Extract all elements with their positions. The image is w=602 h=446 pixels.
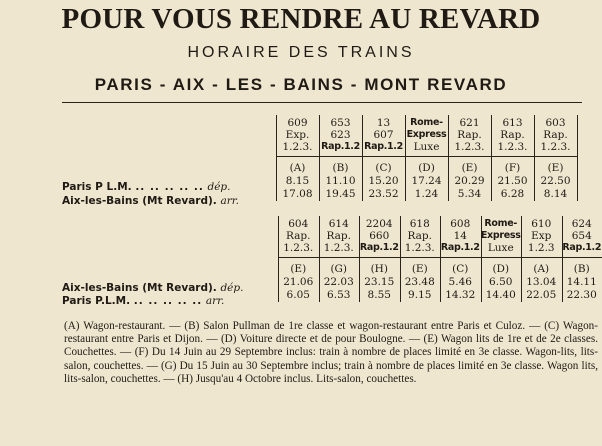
- train-classes: Luxe: [487, 242, 514, 254]
- train-classes: 1.2.3.: [454, 141, 485, 153]
- train-classes: 1.2.3.: [540, 141, 571, 153]
- train-note: (A): [533, 263, 550, 275]
- train-dep: 22.03: [323, 276, 354, 288]
- train-arr: 6.53: [327, 289, 351, 301]
- train-type: Express: [406, 129, 447, 140]
- column-divider: [577, 115, 578, 201]
- train-classes: 1.2.3.: [404, 242, 435, 254]
- train-type: Rap.: [407, 230, 432, 242]
- train-arr: 22.05: [526, 289, 557, 301]
- train-num: 653: [330, 117, 351, 129]
- route-underline: [62, 102, 582, 103]
- train-arr: 14.40: [485, 289, 516, 301]
- train-num: 621: [459, 117, 480, 129]
- train-note: (D): [418, 162, 435, 174]
- train-num: 603: [545, 117, 566, 129]
- footnotes-text: (A) Wagon-restaurant. — (B) Salon Pullman de 1re classe et wagon-restaurant entre Paris et Culoz. — (C) Wagon-restaurant entre Paris et Dijon. — (D) Voiture directe et de pour Boulogne. — (E) Wagon lits de 1re et de 2e classes. Couchettes. — (F) Du 14 Juin au 29 Septembre inclus: train à nombre de places limité en 3e classe. Wagon-lits, lits-salon, couchettes. — (G) Du 15 Juin au 30 Septembre inclus; train à nombre de places limité en 3e classe. Wagon lits, lits-salon, couchettes. — (H) Jusqu'au 4 Octobre inclus. Lits-salon, couchettes.: [64, 320, 598, 385]
- train-arr: 5.34: [457, 188, 482, 200]
- station-paris-departure: Paris P L.M. .. .. .. .. .. dép.: [62, 181, 231, 193]
- route-heading: PARIS - AIX - LES - BAINS - MONT REVARD: [94, 75, 508, 94]
- train-num: 609: [287, 117, 308, 129]
- train-note: (B): [332, 162, 349, 174]
- train-type: Rap.: [543, 129, 568, 141]
- train-num: 608: [450, 218, 471, 230]
- train-classes: Luxe: [413, 141, 440, 153]
- train-classes: 1.2.3.: [497, 141, 528, 153]
- train-dep: 13.04: [526, 276, 557, 288]
- train-dep: 15.20: [368, 175, 399, 187]
- train-dep: 23.15: [364, 276, 395, 288]
- train-classes: Rap.1.2: [440, 242, 480, 253]
- train-num: 13: [376, 117, 391, 129]
- train-num: Rome-: [410, 117, 443, 128]
- train-arr: 6.28: [500, 188, 525, 200]
- footnotes: [64, 320, 598, 386]
- train-arr: 14.32: [445, 289, 476, 301]
- train-type: 607: [373, 129, 394, 141]
- train-note: (C): [375, 162, 392, 174]
- train-note: (E): [461, 162, 478, 174]
- train-classes: 1.2.3.: [282, 141, 313, 153]
- train-note: (G): [330, 263, 348, 275]
- train-classes: Rap.1.2: [562, 242, 602, 253]
- train-classes: 1.2.3.: [323, 242, 354, 254]
- train-type: Rap.: [500, 129, 525, 141]
- train-dep: 22.50: [540, 175, 571, 187]
- train-classes: 1.2.3: [527, 242, 555, 254]
- station-aix-arrival: Aix-les-Bains (Mt Revard). arr.: [62, 195, 239, 207]
- train-dep: 14.11: [566, 276, 597, 288]
- train-classes: Rap.1.2: [359, 242, 399, 253]
- train-type: 623: [330, 129, 351, 141]
- train-num: 613: [502, 117, 523, 129]
- train-num: 614: [328, 218, 349, 230]
- train-note: (E): [411, 263, 428, 275]
- station-paris-arrival: Paris P.L.M. .. .. .. .. .. arr.: [62, 295, 225, 307]
- train-type: Exp.: [285, 129, 310, 141]
- train-dep: 6.50: [489, 276, 513, 288]
- train-classes: 1.2.3.: [283, 242, 314, 254]
- train-num: 604: [288, 218, 309, 230]
- train-arr: 19.45: [325, 188, 356, 200]
- train-arr: 23.52: [368, 188, 399, 200]
- train-num: 624: [571, 218, 592, 230]
- train-dep: 17.24: [411, 175, 442, 187]
- train-arr: 17.08: [282, 188, 313, 200]
- station-aix-departure: Aix-les-Bains (Mt Revard). dép.: [62, 282, 244, 294]
- train-arr: 6.05: [286, 289, 310, 301]
- train-note: (B): [573, 263, 590, 275]
- train-dep: 23.48: [404, 276, 435, 288]
- train-num: 610: [531, 218, 552, 230]
- train-type: 14: [453, 230, 467, 242]
- train-note: (A): [289, 162, 306, 174]
- train-type: 654: [571, 230, 592, 242]
- train-num: Rome-: [484, 218, 518, 229]
- train-note: (D): [492, 263, 510, 275]
- page-title: POUR VOUS RENDRE AU REVARD: [61, 3, 541, 35]
- header-divider: [276, 156, 577, 157]
- page-subtitle: HORAIRE DES TRAINS: [187, 44, 415, 61]
- train-type: Express: [480, 230, 521, 241]
- train-arr: 8.14: [543, 188, 568, 200]
- train-note: (C): [452, 263, 469, 275]
- header-divider: [278, 257, 602, 258]
- train-note: (F): [504, 162, 521, 174]
- train-type: 660: [369, 230, 390, 242]
- train-type: Rap.: [286, 230, 311, 242]
- train-dep: 20.29: [454, 175, 485, 187]
- train-type: Exp: [531, 230, 552, 242]
- train-num: 618: [409, 218, 430, 230]
- train-arr: 8.55: [367, 289, 391, 301]
- train-classes: Rap.1.2: [321, 141, 360, 152]
- train-type: Rap.: [326, 230, 351, 242]
- train-note: (E): [547, 162, 564, 174]
- train-dep: 8.15: [285, 175, 310, 187]
- train-arr: 1.24: [414, 188, 439, 200]
- train-classes: Rap.1.2: [364, 141, 403, 152]
- train-type: Rap.: [457, 129, 482, 141]
- train-arr: 9.15: [408, 289, 432, 301]
- train-dep: 5.46: [448, 276, 472, 288]
- train-arr: 22.30: [566, 289, 597, 301]
- train-num: 2204: [365, 218, 393, 230]
- train-note: (H): [370, 263, 388, 275]
- train-dep: 21.50: [497, 175, 528, 187]
- train-note: (E): [290, 263, 307, 275]
- train-dep: 21.06: [283, 276, 314, 288]
- train-dep: 11.10: [325, 175, 356, 187]
